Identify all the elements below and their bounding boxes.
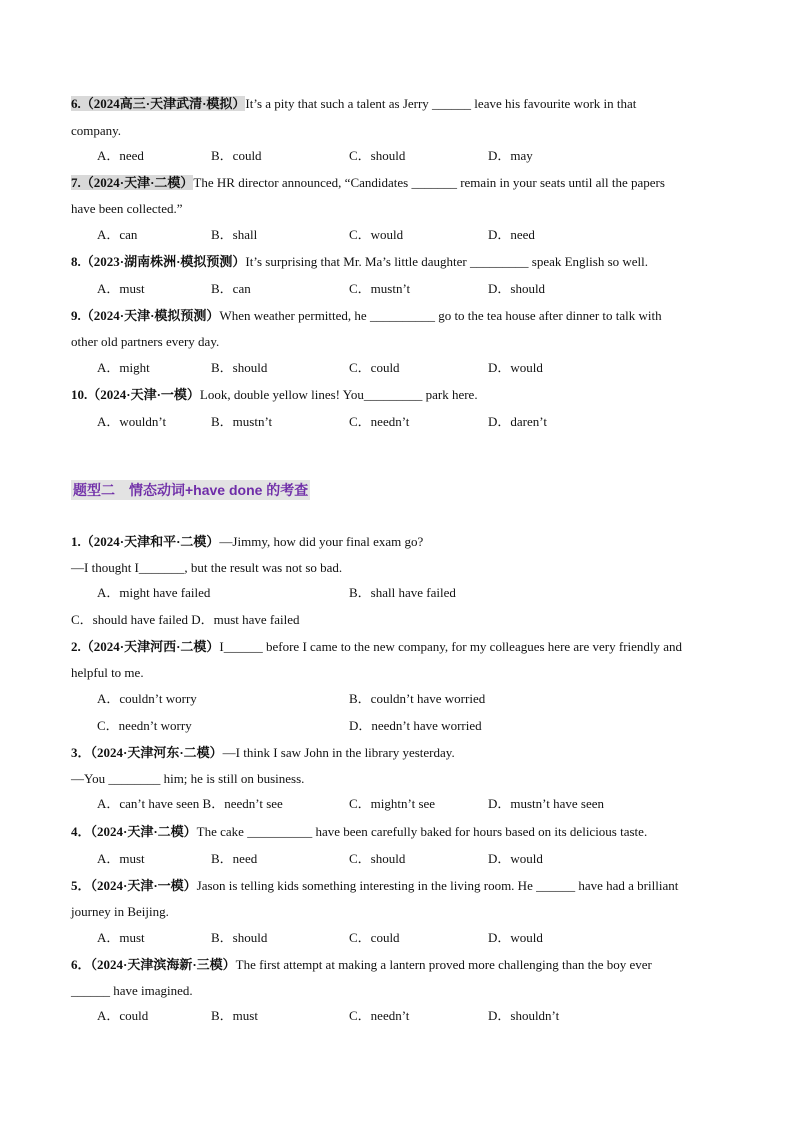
option-c: C．could [349, 360, 400, 375]
question-10 [71, 387, 478, 403]
question-text: —I think I saw John in the library yesterday. [222, 745, 455, 760]
option-c: C．could [349, 930, 400, 945]
option-b: B．can [211, 281, 251, 296]
option-c-d: C．should have failed D．must have failed [71, 612, 300, 627]
question-6b [71, 957, 652, 973]
option-a-b: A．can’t have seen B．needn’t see [97, 796, 283, 811]
question-source: 6.（2024高三·天津武清·模拟） [71, 96, 246, 111]
question-text: —Jimmy, how did your final exam go? [219, 534, 424, 549]
question-6 [71, 96, 636, 112]
option-b: B．shall have failed [349, 585, 456, 600]
question-9 [71, 308, 662, 324]
option-a: A．must [97, 281, 145, 296]
option-c: C．should [349, 851, 406, 866]
option-a: A．wouldn’t [97, 414, 167, 429]
question-text: The HR director announced, “Candidates _______ remain in your seats until all the papers [193, 175, 665, 190]
option-a: A．must [97, 851, 145, 866]
option-d: D．daren’t [488, 414, 547, 429]
option-d: D．would [488, 930, 543, 945]
question-2 [71, 639, 682, 655]
question-text: The cake __________ have been carefully baked for hours based on its delicious taste. [196, 824, 648, 839]
option-d: D．would [488, 851, 543, 866]
option-c: C．mightn’t see [349, 796, 436, 811]
option-b: B．should [211, 930, 268, 945]
question-8 [71, 254, 648, 270]
option-d: D．shouldn’t [488, 1008, 560, 1023]
option-a: A．can [97, 227, 138, 242]
question-source: 7.（2024·天津·二模） [71, 175, 194, 190]
option-a: A．might have failed [97, 585, 211, 600]
option-b: B．need [211, 851, 258, 866]
option-a: A．might [97, 360, 150, 375]
option-d: D．need [488, 227, 535, 242]
question-text-cont: —You ________ him; he is still on business. [71, 771, 305, 786]
section-heading: 题型二 情态动词+have done 的考查 [73, 482, 309, 498]
question-text: Look, double yellow lines! You_________ park here. [199, 387, 478, 402]
option-d: D．would [488, 360, 543, 375]
question-source: 5．（2024·天津·一模） [71, 878, 197, 893]
question-source: 3．（2024·天津河东·二模） [71, 745, 223, 760]
option-a: A．could [97, 1008, 149, 1023]
question-text: I______ before I came to the new company, for my colleagues here are very friendly and [219, 639, 683, 654]
question-source: 9.（2024·天津·模拟预测） [71, 308, 220, 323]
question-text-cont: company. [71, 123, 122, 138]
question-text-cont: journey in Beijing. [71, 904, 169, 919]
question-text-cont: —I thought I_______, but the result was not so bad. [71, 560, 343, 575]
question-text: It’s surprising that Mr. Ma’s little daughter _________ speak English so well. [245, 254, 649, 269]
question-text: When weather permitted, he __________ go to the tea house after dinner to talk with [219, 308, 662, 323]
question-source: 10.（2024·天津·一模） [71, 387, 200, 402]
option-c: C．needn’t worry [97, 718, 192, 733]
option-b: B．must [211, 1008, 258, 1023]
option-a: A．must [97, 930, 145, 945]
question-text-cont: have been collected.” [71, 201, 183, 216]
question-source: 1.（2024·天津和平·二模） [71, 534, 220, 549]
question-text: Jason is telling kids something interesting in the living room. He ______ have had a brilliant [196, 878, 679, 893]
option-a: A．need [97, 148, 144, 163]
question-text: The first attempt at making a lantern proved more challenging than the boy ever [235, 957, 652, 972]
question-text-cont: helpful to me. [71, 665, 144, 680]
question-5 [71, 878, 678, 894]
question-4 [71, 824, 647, 840]
question-source: 2.（2024·天津河西·二模） [71, 639, 220, 654]
option-b: B．shall [211, 227, 258, 242]
question-text-cont: other old partners every day. [71, 334, 220, 349]
question-source: 6．（2024·天津滨海新·三模） [71, 957, 236, 972]
option-c: C．should [349, 148, 406, 163]
option-b: B．mustn’t [211, 414, 273, 429]
question-source: 8.（2023·湖南株洲·模拟预测） [71, 254, 246, 269]
option-d: D．may [488, 148, 533, 163]
option-d: D．needn’t have worried [349, 718, 482, 733]
option-d: D．should [488, 281, 546, 296]
option-c: C．needn’t [349, 1008, 410, 1023]
question-text-cont: ______ have imagined. [71, 983, 193, 998]
question-7 [71, 175, 665, 191]
question-1 [71, 534, 423, 550]
question-source: 4．（2024·天津·二模） [71, 824, 197, 839]
option-c: C．would [349, 227, 404, 242]
option-b: B．could [211, 148, 262, 163]
option-c: C．mustn’t [349, 281, 411, 296]
option-c: C．needn’t [349, 414, 410, 429]
question-text: It’s a pity that such a talent as Jerry ______ leave his favourite work in that [245, 96, 637, 111]
question-3 [71, 745, 455, 761]
option-a: A．couldn’t worry [97, 691, 197, 706]
option-b: B．couldn’t have worried [349, 691, 486, 706]
option-b: B．should [211, 360, 268, 375]
option-d: D．mustn’t have seen [488, 796, 605, 811]
